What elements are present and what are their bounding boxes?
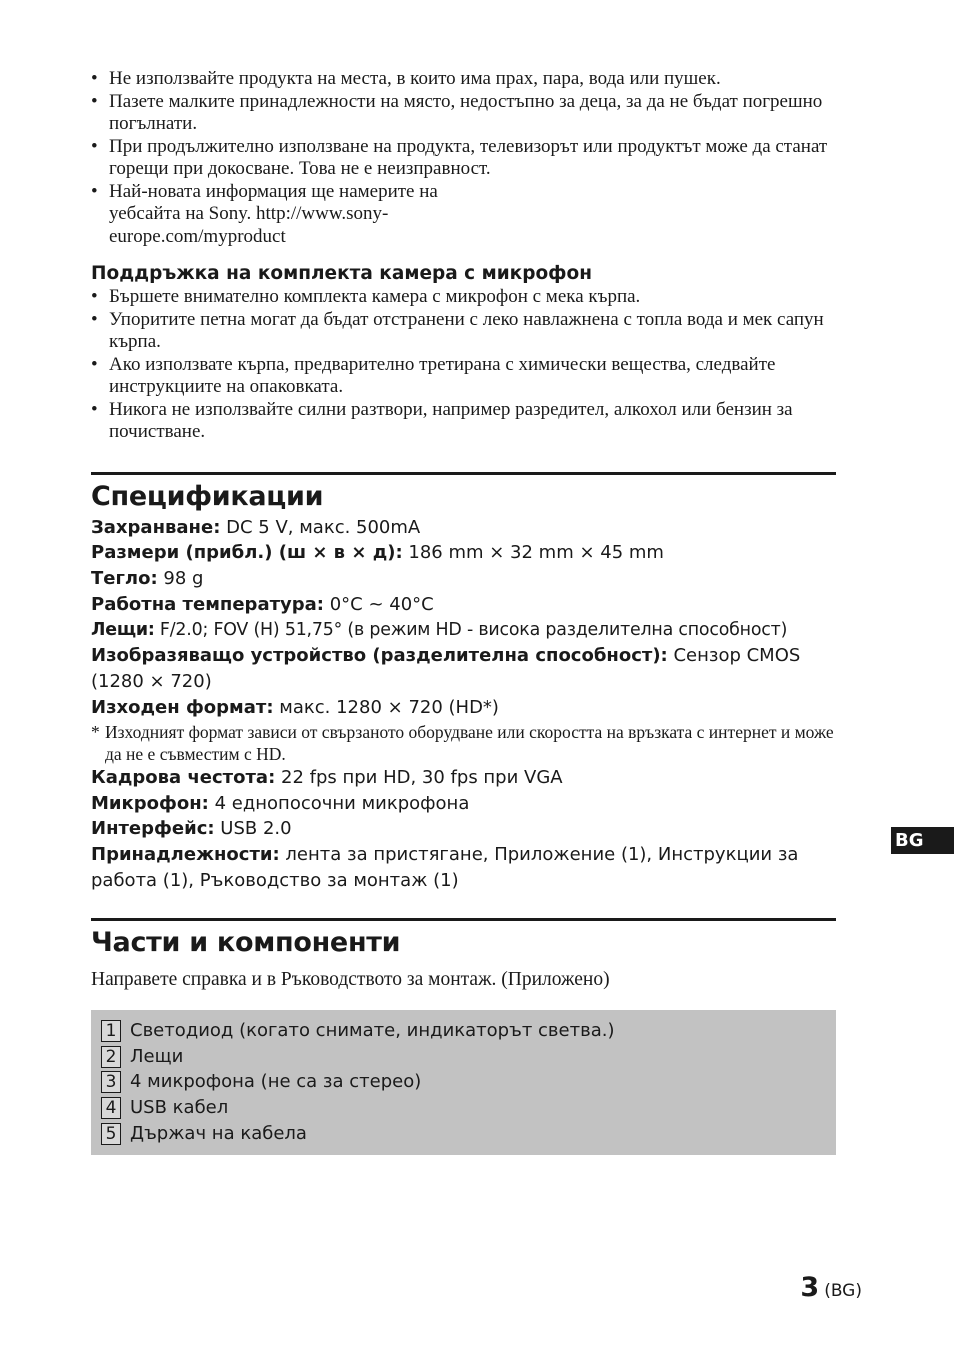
language-tab: BG <box>891 827 954 854</box>
parts-title: Части и компоненти <box>91 918 836 961</box>
list-item: • Най-новата информация ще намерите на уебсайта на Sony. http://www.sony-europe.com/myproduct <box>91 180 438 247</box>
list-item: • Никога не използвайте силни разтвори, например разредител, алкохол или бензин за почистване. <box>91 398 793 442</box>
bullet-icon: • <box>91 180 98 202</box>
bullet-icon: • <box>91 135 98 157</box>
parts-list <box>91 1010 836 1155</box>
part-number: 2 <box>101 1046 121 1068</box>
spec-framerate: Кадрова честота: 22 fps при HD, 30 fps при VGA <box>91 766 563 788</box>
spec-imaging: Изобразяващо устройство (разделителна способност): Сензор CMOS (1280 × 720) <box>91 645 801 693</box>
spec-dimensions: Размери (прибл.) (ш × в × д): 186 mm × 32 mm × 45 mm <box>91 542 664 564</box>
page-number: 3 (BG) <box>800 1272 862 1303</box>
part-number: 5 <box>101 1123 121 1145</box>
specs-title: Спецификации <box>91 472 836 515</box>
part-item: 5 Държач на кабела <box>101 1121 826 1147</box>
bullet-icon: • <box>91 68 98 89</box>
list-item: • Не използвайте продукта на места, в които има прах, пара, вода или пушек. <box>91 68 721 89</box>
spec-output: Изходен формат: макс. 1280 × 720 (HD*) <box>91 697 499 719</box>
bullet-icon: • <box>91 353 98 375</box>
part-number: 1 <box>101 1020 121 1042</box>
bullet-icon: • <box>91 308 98 330</box>
part-item: 2 Лещи <box>101 1044 826 1070</box>
list-item: • При продължително използване на продукта, телевизорът или продуктът може да станат горещи при докосване. Това не е неизправност. <box>91 135 828 179</box>
spec-weight: Тегло: 98 g <box>91 568 204 590</box>
bullet-icon: • <box>91 90 98 112</box>
part-item: 3 4 микрофона (не са за стерео) <box>101 1069 826 1095</box>
spec-microphone: Микрофон: 4 еднопосочни микрофона <box>91 792 470 814</box>
precautions-list <box>91 68 836 248</box>
bullet-icon: • <box>91 398 98 420</box>
parts-intro: Направете справка и в Ръководството за монтаж. (Приложено) <box>91 968 610 990</box>
list-item: • Пазете малките принадлежности на място, недостъпно за деца, за да не бъдат погрешно погълнати. <box>91 90 823 134</box>
output-footnote: * Изходният формат зависи от свързаното оборудване или скоростта на връзката с интернет и може да не е съвместим с HD. <box>91 721 834 764</box>
list-item: • Ако използвате кърпа, предварително третирана с химически вещества, следвайте инструкциите на опаковката. <box>91 353 776 397</box>
footnote-mark: * <box>91 721 100 742</box>
care-heading: Поддръжка на комплекта камера с микрофон <box>91 263 593 284</box>
list-item: • Бършете внимателно комплекта камера с микрофон с мека кърпа. <box>91 286 641 307</box>
spec-interface: Интерфейс: USB 2.0 <box>91 818 292 840</box>
list-item: • Упоритите петна могат да бъдат отстранени с леко навлажнена с топла вода и мек сапун кърпа. <box>91 308 824 352</box>
part-item: 4 USB кабел <box>101 1095 826 1121</box>
page-content <box>91 68 836 1155</box>
bullet-icon: • <box>91 286 98 307</box>
care-list <box>91 286 836 444</box>
spec-accessories: Принадлежности: лента за пристягане, Приложение (1), Инструкции за работа (1), Ръководство за монтаж (1) <box>91 844 799 892</box>
spec-power: Захранване: DC 5 V, макс. 500mA <box>91 516 421 538</box>
part-number: 3 <box>101 1071 121 1093</box>
spec-temperature: Работна температура: 0°C ~ 40°C <box>91 593 434 615</box>
spec-lens: Лещи: F/2.0; FOV (H) 51,75° (в режим HD - висока разделителна способност) <box>91 619 788 640</box>
part-item: 1 Светодиод (когато снимате, индикаторът светва.) <box>101 1018 826 1044</box>
part-number: 4 <box>101 1097 121 1119</box>
